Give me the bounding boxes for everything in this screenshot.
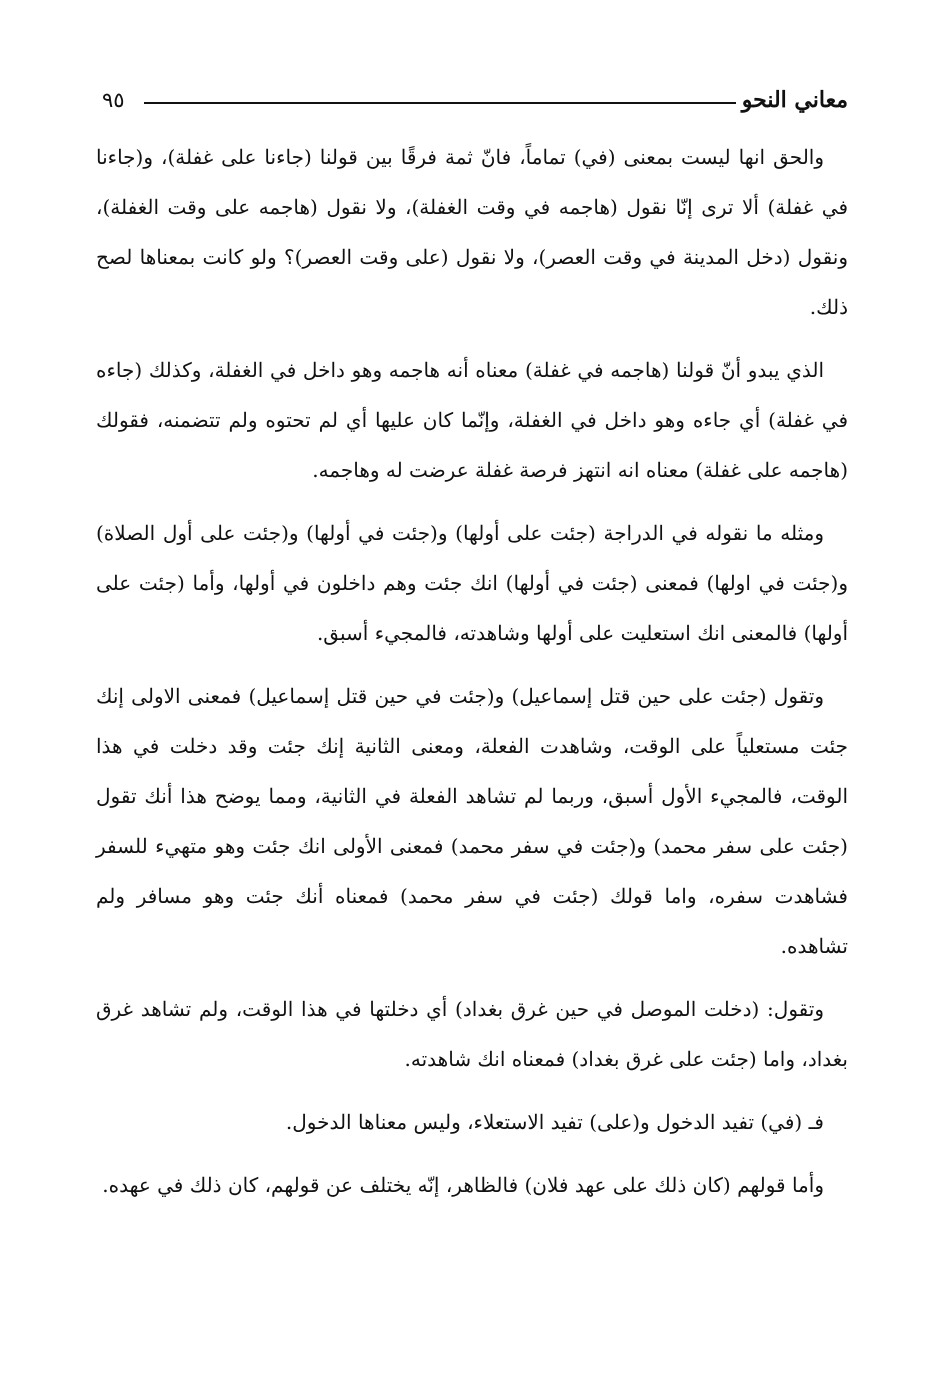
body-text [96,132,848,1210]
paragraph: وأما قولهم (كان ذلك على عهد فلان) فالظاهر، إنّه يختلف عن قولهم، كان ذلك في عهده. [102,1173,824,1197]
paragraph: ومثله ما نقوله في الدراجة (جئت على أولها) و(جئت في أولها) و(جئت على أول الصلاة) و(جئت في اولها) فمعنى (جئت في أولها) انك جئت وهم داخلون في أولها، وأما (جئت على أولها) فالمعنى انك استعليت على أولها وشاهدته، فالمجيء أسبق. [96,521,849,645]
paragraph: فـ (في) تفيد الدخول و(على) تفيد الاستعلاء، وليس معناها الدخول. [285,1110,824,1134]
running-title: معاني النحو [741,87,848,113]
paragraph: وتقول: (دخلت الموصل في حين غرق بغداد) أي دخلتها في هذا الوقت، ولم تشاهد غرق بغداد، واما (جئت على غرق بغداد) فمعناه انك شاهدته. [96,997,848,1071]
running-header [96,82,848,122]
paragraph: وتقول (جئت على حين قتل إسماعيل) و(جئت في حين قتل إسماعيل) فمعنى الاولى إنك جئت مستعلياً على الوقت، وشاهدت الفعلة، ومعنى الثانية إنك جئت وقد دخلت في هذا الوقت، فالمجيء الأول أسبق، وربما لم تشاهد الفعلة في الثانية، ومما يوضح هذا أنك تقول (جئت على سفر محمد) و(جئت في سفر محمد) فمعنى الأولى انك جئت وهو متهيء للسفر فشاهدت سفره، واما قولك (جئت في سفر محمد) فمعناه أنك جئت وهو مسافر ولم تشاهده. [96,684,848,958]
page-number: ٩٥ [102,88,125,112]
paragraph: الذي يبدو أنّ قولنا (هاجمه في غفلة) معناه أنه هاجمه وهو داخل في الغفلة، وكذلك (جاءه في غفلة) أي جاءه وهو داخل في الغفلة، وإنّما كان عليها أي لم تحتوه ولم تتضمنه، فقولك (هاجمه على غفلة) معناه انه انتهز فرصة غفلة عرضت له وهاجمه. [96,358,848,482]
header-rule [144,102,736,104]
paragraph: والحق انها ليست بمعنى (في) تماماً، فانّ ثمة فرقًا بين قولنا (جاءنا على غفلة)، و(جاءنا في غفلة) ألا ترى إنّا نقول (هاجمه في وقت الغفلة)، ولا نقول (هاجمه على وقت الغفلة)، ونقول (دخل المدينة في وقت العصر)، ولا نقول (على وقت العصر)؟ ولو كانت بمعناها لصح ذلك. [96,145,848,319]
